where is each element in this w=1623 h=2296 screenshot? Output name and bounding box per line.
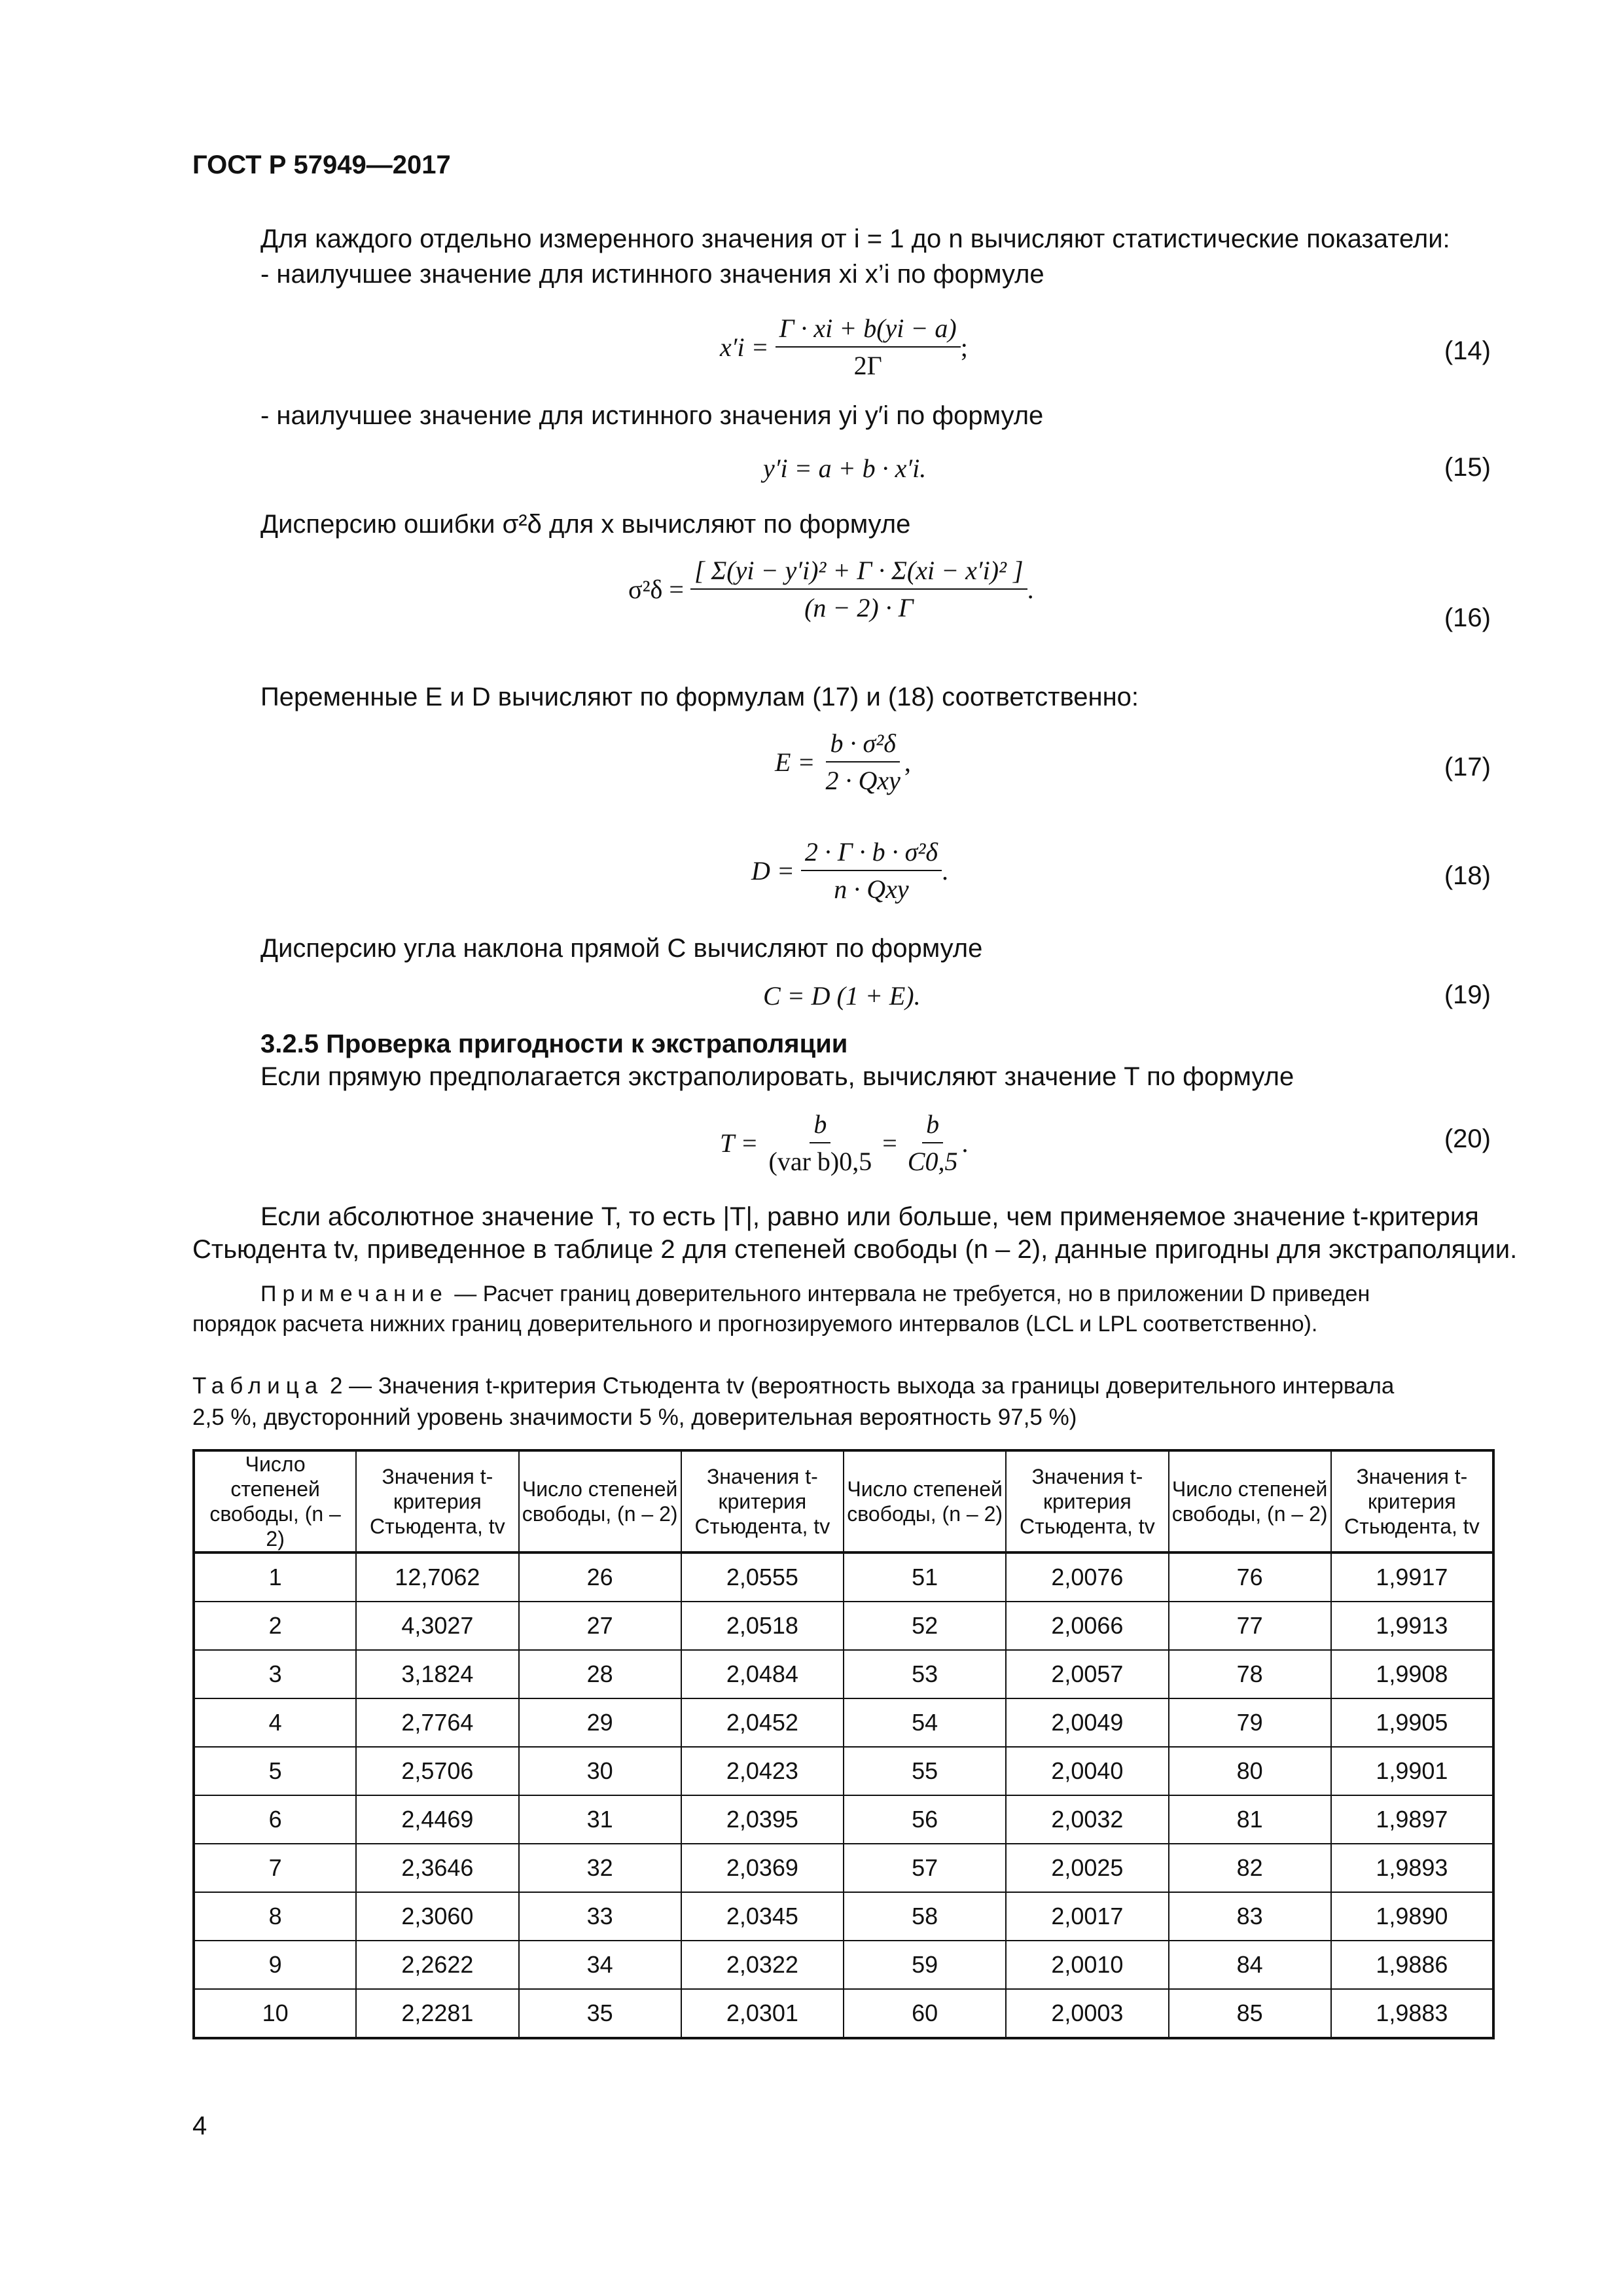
table-row [194,1552,1493,1602]
table-cell: 1,9908 [1331,1650,1493,1698]
eq17-numerator: b · σ²δ [826,728,899,762]
table-cell: 2,3646 [356,1844,518,1892]
table-cell: 78 [1169,1650,1331,1698]
table-cell: 51 [844,1552,1006,1602]
table-cell: 2,5706 [356,1747,518,1795]
table-caption-text-1: 2 — Значения t-критерия Стьюдента tv (вероятность выхода за границы доверительного интервала [329,1373,1395,1399]
table-body [194,1552,1493,2038]
table-cell: 1,9905 [1331,1698,1493,1747]
table-cell: 34 [519,1941,681,1989]
equation-16 [628,555,1034,623]
eq20-fraction-2 [904,1109,962,1177]
eq16-tail: . [1027,574,1034,604]
table-cell: 56 [844,1795,1006,1844]
equation-15: y′i = a + b · x′i. [763,454,927,483]
eq14-numerator: Γ · xi + b(yi − a) [776,313,961,348]
table-row [194,1844,1493,1892]
equation-19: C = D (1 + E). [763,981,921,1011]
eq20-equals: = [882,1128,897,1158]
para4-line: Переменные E и D вычисляют по формулам (17) и (18) соответственно: [260,683,1139,711]
table-cell: 58 [844,1892,1006,1941]
table-cell: 55 [844,1747,1006,1795]
table-cell: 2,4469 [356,1795,518,1844]
table-cell: 30 [519,1747,681,1795]
table-row [194,1698,1493,1747]
table-cell: 2,0040 [1006,1747,1168,1795]
table-cell: 1 [194,1552,356,1602]
table-cell: 2,0057 [1006,1650,1168,1698]
table-cell: 53 [844,1650,1006,1698]
table-caption-label: Таблица [192,1373,324,1399]
table-cell: 3 [194,1650,356,1698]
eq16-number: (16) [1444,603,1491,632]
table-cell: 2,0322 [681,1941,844,1989]
table-caption-text-2: 2,5 %, двусторонний уровень значимости 5 %, доверительная вероятность 97,5 %) [192,1405,1077,1430]
table-cell: 2,0010 [1006,1941,1168,1989]
table-header-row [194,1450,1493,1552]
eq20-fraction-1 [765,1109,876,1177]
table-row [194,1941,1493,1989]
table-row [194,1747,1493,1795]
table-cell: 28 [519,1650,681,1698]
eq17-fraction [821,728,904,796]
eq20-numerator-1: b [810,1109,830,1143]
table-cell: 33 [519,1892,681,1941]
table-cell: 2,0484 [681,1650,844,1698]
table-cell: 2,0369 [681,1844,844,1892]
eq19-number: (19) [1444,980,1491,1009]
eq17-denominator: 2 · Qxy [825,766,901,795]
section-heading: 3.2.5 Проверка пригодности к экстраполяции [260,1030,848,1058]
eq16-lhs: σ²δ = [628,574,684,604]
eq14-tail: ; [960,332,968,362]
table-cell: 4,3027 [356,1602,518,1650]
table-cell: 2,0423 [681,1747,844,1795]
table-cell: 57 [844,1844,1006,1892]
eq15-number: (15) [1444,453,1491,482]
table-header-cell: Значения t-критерия Стьюдента, tv [1331,1450,1493,1552]
table-cell: 52 [844,1602,1006,1650]
table-cell: 79 [1169,1698,1331,1747]
eq17-tail: , [904,747,911,777]
table-cell: 3,1824 [356,1650,518,1698]
page-number: 4 [192,2111,207,2140]
table-cell: 2,0345 [681,1892,844,1941]
eq17-number: (17) [1444,753,1491,781]
table-caption-line1 [192,1371,1394,1401]
table-cell: 6 [194,1795,356,1844]
eq14-number: (14) [1444,336,1491,365]
table-cell: 2,0301 [681,1989,844,2038]
note-line1 [260,1279,1370,1310]
para5-line: Дисперсию угла наклона прямой C вычисляют по формуле [260,934,983,963]
student-t-table [192,1449,1495,2039]
table-cell: 83 [1169,1892,1331,1941]
table-cell: 27 [519,1602,681,1650]
eq20-denominator-2: C0,5 [907,1147,958,1176]
table-cell: 8 [194,1892,356,1941]
table-cell: 2,2281 [356,1989,518,2038]
table-cell: 2,7764 [356,1698,518,1747]
table-cell: 1,9890 [1331,1892,1493,1941]
table-cell: 1,9913 [1331,1602,1493,1650]
eq18-fraction [801,836,942,905]
table-row [194,1650,1493,1698]
para1-line2: - наилучшее значение для истинного значения xi x’i по формуле [260,260,1044,289]
table-cell: 60 [844,1989,1006,2038]
table-cell: 12,7062 [356,1552,518,1602]
table-header-cell: Значения t-критерия Стьюдента, tv [356,1450,518,1552]
table-cell: 29 [519,1698,681,1747]
note-label: Примечание [260,1282,448,1306]
table-cell: 2 [194,1602,356,1650]
document-header: ГОСТ Р 57949—2017 [192,151,451,179]
table-header-cell: Число степеней свободы, (n – 2) [844,1450,1006,1552]
table-cell: 1,9897 [1331,1795,1493,1844]
table-cell: 9 [194,1941,356,1989]
table-cell: 2,2622 [356,1941,518,1989]
para3-line: Дисперсию ошибки σ²δ для x вычисляют по формуле [260,510,911,539]
table-header-cell: Значения t-критерия Стьюдента, tv [1006,1450,1168,1552]
eq20-numerator-2: b [922,1109,943,1143]
table-cell: 84 [1169,1941,1331,1989]
table-cell: 10 [194,1989,356,2038]
table-cell: 77 [1169,1602,1331,1650]
eq16-denominator: (n − 2) · Γ [804,593,914,622]
equation-14 [720,313,968,381]
eq16-fraction [690,555,1027,623]
table-cell: 2,3060 [356,1892,518,1941]
table-cell: 2,0555 [681,1552,844,1602]
section-line: Если прямую предполагается экстраполировать, вычисляют значение T по формуле [260,1062,1294,1091]
eq20-lhs: T = [720,1128,758,1158]
eq14-lhs: x′i = [720,332,769,362]
para2-line: - наилучшее значение для истинного значения yi y′i по формуле [260,401,1044,430]
table-header-cell: Значения t-критерия Стьюдента, tv [681,1450,844,1552]
eq14-denominator: 2Γ [853,351,882,380]
table-cell: 2,0452 [681,1698,844,1747]
table-row [194,1602,1493,1650]
table-cell: 7 [194,1844,356,1892]
table-header-cell: Число степеней свободы, (n – 2) [519,1450,681,1552]
table-header-cell: Число степеней свободы, (n – 2) [1169,1450,1331,1552]
table-cell: 2,0003 [1006,1989,1168,2038]
table-cell: 59 [844,1941,1006,1989]
table-cell: 1,9886 [1331,1941,1493,1989]
eq18-numerator: 2 · Γ · b · σ²δ [801,836,942,871]
eq17-lhs: E = [775,747,815,777]
table-row [194,1989,1493,2038]
table-cell: 2,0518 [681,1602,844,1650]
table-cell: 26 [519,1552,681,1602]
table-cell: 76 [1169,1552,1331,1602]
eq20-denominator-1: (var b)0,5 [768,1147,872,1176]
table-cell: 80 [1169,1747,1331,1795]
eq14-fraction [776,313,961,381]
eq18-tail: . [941,855,948,886]
table-cell: 32 [519,1844,681,1892]
table-cell: 2,0066 [1006,1602,1168,1650]
table-cell: 1,9901 [1331,1747,1493,1795]
table-cell: 1,9883 [1331,1989,1493,2038]
table-cell: 2,0049 [1006,1698,1168,1747]
table-row [194,1795,1493,1844]
equation-20 [720,1109,968,1177]
table-cell: 85 [1169,1989,1331,2038]
eq20-tail: . [961,1128,969,1158]
table-cell: 2,0076 [1006,1552,1168,1602]
eq16-numerator: [ Σ(yi − y′i)² + Γ · Σ(xi − x′i)² ] [690,555,1027,590]
equation-18 [751,836,948,905]
table-row [194,1892,1493,1941]
eq18-denominator: n · Qxy [834,874,909,904]
eq18-lhs: D = [751,855,794,886]
table-cell: 35 [519,1989,681,2038]
table-cell: 1,9917 [1331,1552,1493,1602]
table-cell: 2,0032 [1006,1795,1168,1844]
table-cell: 2,0395 [681,1795,844,1844]
table-header-cell: Число степеней свободы, (n – 2) [194,1450,356,1552]
table-cell: 82 [1169,1844,1331,1892]
equation-17 [775,728,911,796]
table-cell: 4 [194,1698,356,1747]
table-cell: 5 [194,1747,356,1795]
note-text-1: — Расчет границ доверительного интервала не требуется, но в приложении D приведен [454,1282,1370,1306]
table-cell: 81 [1169,1795,1331,1844]
table-cell: 2,0025 [1006,1844,1168,1892]
table-cell: 2,0017 [1006,1892,1168,1941]
para6-line1: Если абсолютное значение T, то есть |T|, равно или больше, чем применяемое значение t-критерия [260,1202,1479,1231]
table-cell: 54 [844,1698,1006,1747]
table-cell: 1,9893 [1331,1844,1493,1892]
table-cell: 31 [519,1795,681,1844]
para1-line1: Для каждого отдельно измеренного значения от i = 1 до n вычисляют статистические показатели: [260,224,1450,253]
eq20-number: (20) [1444,1124,1491,1153]
note-text-2: порядок расчета нижних границ доверительного и прогнозируемого интервалов (LCL и LPL соответственно). [192,1312,1318,1336]
para6-line2: Стьюдента tv, приведенное в таблице 2 для степеней свободы (n – 2), данные пригодны для экстраполяции. [192,1235,1518,1264]
eq18-number: (18) [1444,861,1491,890]
